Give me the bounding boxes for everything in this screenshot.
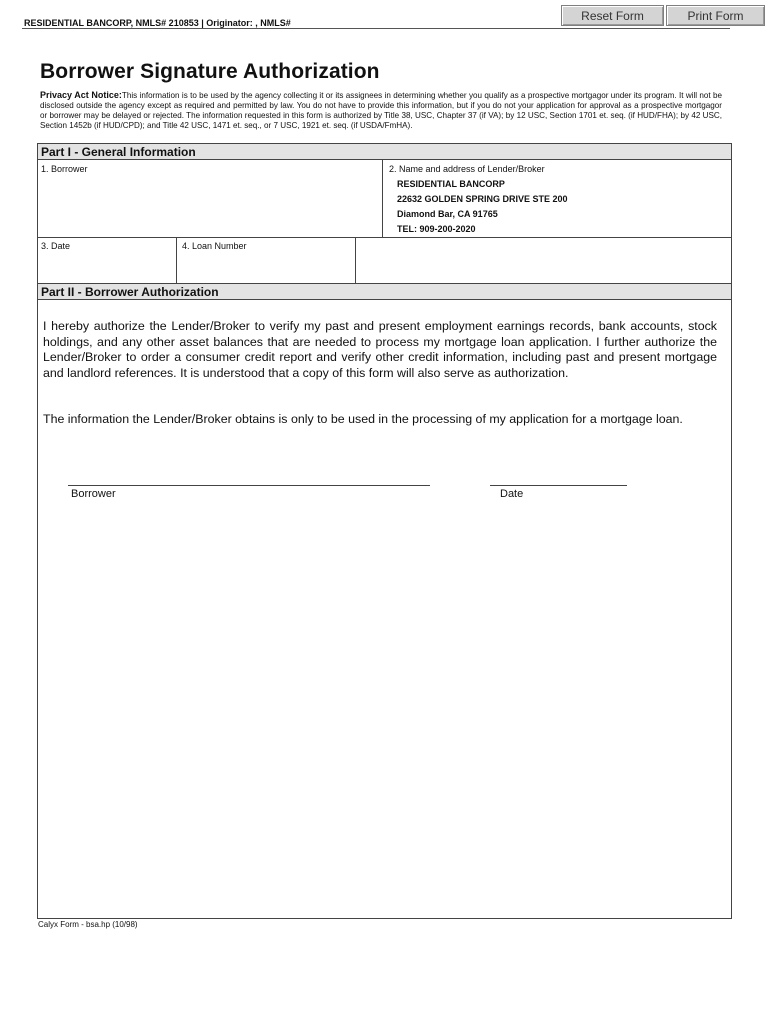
form-footer: Calyx Form - bsa.hp (10/98) xyxy=(38,920,138,929)
authorization-paragraph: I hereby authorize the Lender/Broker to verify my past and present employment earnings records, bank accounts, stock holdings, and any other asset balances that are needed to process my mortgage loan application. I further authorize the Lender/Broker to order a consumer credit report and verify other credit information, including past and present mortgage and landlord references. It is understood that a copy of this form will also serve as authorization. xyxy=(43,319,717,380)
part1-heading: Part I - General Information xyxy=(38,144,731,160)
part2-heading: Part II - Borrower Authorization xyxy=(38,284,731,300)
privacy-act-notice xyxy=(40,91,722,131)
lender-street: 22632 GOLDEN SPRING DRIVE STE 200 xyxy=(397,194,568,204)
page-title: Borrower Signature Authorization xyxy=(40,60,380,83)
lender-name: RESIDENTIAL BANCORP xyxy=(397,179,505,189)
loan-number-field[interactable] xyxy=(178,252,354,282)
lender-phone: TEL: 909-200-2020 xyxy=(397,224,476,234)
privacy-notice-label: Privacy Act Notice: xyxy=(40,90,122,100)
lender-field-label: 2. Name and address of Lender/Broker xyxy=(389,164,545,174)
borrower-field[interactable] xyxy=(39,176,381,236)
date-field-label: 3. Date xyxy=(41,241,71,251)
usage-paragraph: The information the Lender/Broker obtains is only to be used in the processing of my application for a mortgage loan. xyxy=(43,412,683,426)
print-form-button[interactable]: Print Form xyxy=(666,5,765,26)
lender-city: Diamond Bar, CA 91765 xyxy=(397,209,498,219)
loan-number-field-label: 4. Loan Number xyxy=(182,241,247,251)
loan-column-divider xyxy=(355,237,356,283)
date-column-divider xyxy=(176,237,177,283)
header-company-line: RESIDENTIAL BANCORP, NMLS# 210853 | Originator: , NMLS# xyxy=(24,18,291,28)
part1-row-divider xyxy=(38,237,731,238)
part1-column-divider xyxy=(382,160,383,237)
privacy-notice-text: This information is to be used by the agency collecting it or its assignees in determining whether you qualify as a prospective mortgagor under its program. It will not be disclosed outside the agency except as required and permitted by law. You do not have to provide this information, but if you do not your application for approval as a prospective mortgagor or borrower may be delayed or rejected. The information requested in this form is authorized by Title 38, USC, Chapter 37 (if VA); by 12 USC, Section 1701 et. seq. (if HUD/FHA); by 42 USC, Section 1452b (if HUD/CPD); and Title 42 USC, 1471 et. seq., or 7 USC, 1921 et. seq. (if USDA/FmHA). xyxy=(40,91,722,130)
date-field[interactable] xyxy=(39,252,175,282)
borrower-signature-line[interactable] xyxy=(68,485,430,486)
date-signature-label: Date xyxy=(500,488,524,500)
borrower-signature-label: Borrower xyxy=(71,488,116,500)
header-divider xyxy=(22,28,730,29)
reset-form-button[interactable]: Reset Form xyxy=(561,5,664,26)
borrower-field-label: 1. Borrower xyxy=(41,164,88,174)
date-signature-line[interactable] xyxy=(490,485,627,486)
